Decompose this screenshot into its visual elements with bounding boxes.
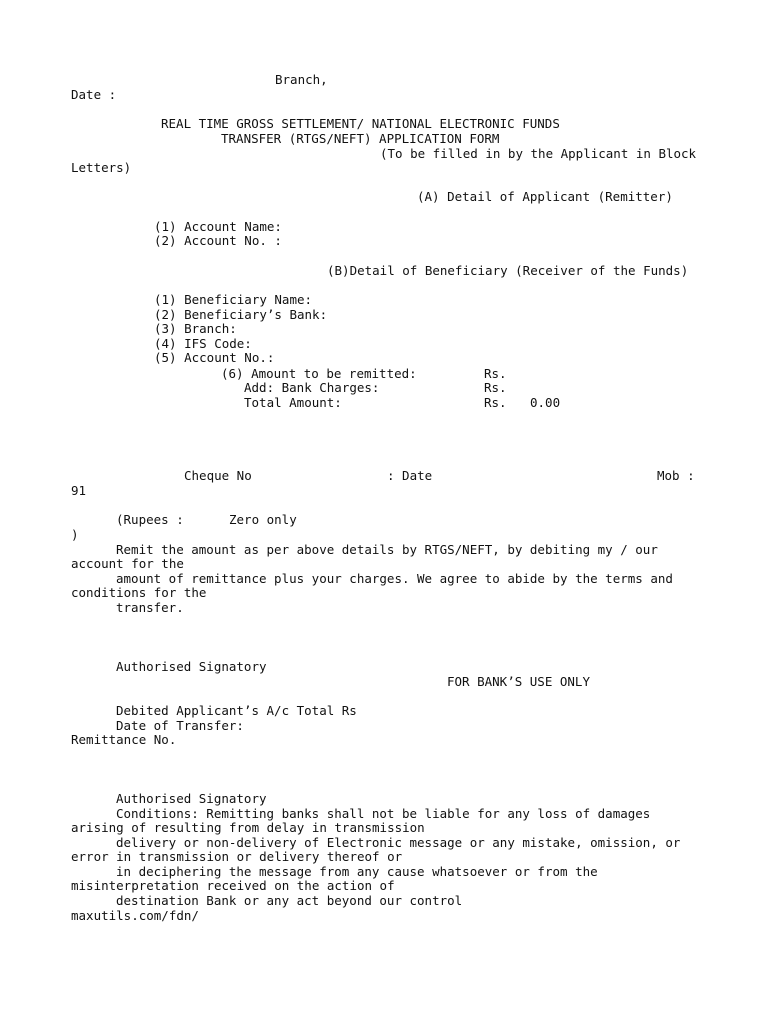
conditions-line-2: arising of resulting from delay in transmission xyxy=(71,820,425,835)
conditions-line-6: misinterpretation received on the action of xyxy=(71,878,395,893)
total-amount-currency: Rs. xyxy=(484,395,507,410)
bank-charges-label: Add: Bank Charges: xyxy=(244,380,380,395)
beneficiary-branch-label: (3) Branch: xyxy=(154,321,237,336)
bank-use-heading: FOR BANK’S USE ONLY xyxy=(447,674,590,689)
authorised-signatory-bank: Authorised Signatory xyxy=(116,791,267,806)
date-label: Date : xyxy=(71,87,117,102)
instruction-line-1: (To be filled in by the Applicant in Block xyxy=(380,146,697,161)
conditions-line-7: destination Bank or any act beyond our control xyxy=(116,893,463,908)
total-amount-value: 0.00 xyxy=(530,395,561,410)
rupees-in-words: Zero only xyxy=(229,512,297,527)
form-title-line-2: TRANSFER (RTGS/NEFT) APPLICATION FORM xyxy=(221,131,500,146)
date-of-transfer-label: Date of Transfer: xyxy=(116,718,244,733)
remit-text-line-2: account for the xyxy=(71,556,184,571)
ifs-code-label: (4) IFS Code: xyxy=(154,336,252,351)
footer-url: maxutils.com/fdn/ xyxy=(71,908,199,923)
beneficiary-bank-label: (2) Beneficiary’s Bank: xyxy=(154,307,328,322)
remit-text-line-3: amount of remittance plus your charges. We agree to abide by the terms and xyxy=(116,571,673,586)
branch-label: Branch, xyxy=(275,72,328,87)
conditions-line-1: Conditions: Remitting banks shall not be liable for any loss of damages xyxy=(116,806,651,821)
remit-text-line-4: conditions for the xyxy=(71,585,207,600)
conditions-line-4: error in transmission or delivery thereof or xyxy=(71,849,403,864)
mobile-label: Mob : xyxy=(657,468,695,483)
remit-text-line-5: transfer. xyxy=(116,600,184,615)
authorised-signatory-applicant: Authorised Signatory xyxy=(116,659,267,674)
applicant-account-no-label: (2) Account No. : xyxy=(154,233,282,248)
remit-text-line-1: Remit the amount as per above details by RTGS/NEFT, by debiting my / our xyxy=(116,542,658,557)
cheque-no-label: Cheque No xyxy=(184,468,252,483)
applicant-account-name-label: (1) Account Name: xyxy=(154,219,282,234)
bank-charges-currency: Rs. xyxy=(484,380,507,395)
conditions-line-3: delivery or non-delivery of Electronic message or any mistake, omission, or xyxy=(116,835,681,850)
total-amount-label: Total Amount: xyxy=(244,395,342,410)
remittance-no-label: Remittance No. xyxy=(71,732,177,747)
beneficiary-account-no-label: (5) Account No.: xyxy=(154,350,275,365)
mobile-value: 91 xyxy=(71,483,87,498)
beneficiary-name-label: (1) Beneficiary Name: xyxy=(154,292,313,307)
form-title-line-1: REAL TIME GROSS SETTLEMENT/ NATIONAL ELECTRONIC FUNDS xyxy=(161,116,560,131)
section-a-heading: (A) Detail of Applicant (Remitter) xyxy=(417,189,673,204)
cheque-date-label: : Date xyxy=(387,468,433,483)
debited-account-label: Debited Applicant’s A/c Total Rs xyxy=(116,703,357,718)
rupees-label: (Rupees : xyxy=(116,512,184,527)
rupees-close-paren: ) xyxy=(71,527,79,542)
section-b-heading: (B)Detail of Beneficiary (Receiver of the Funds) xyxy=(327,263,689,278)
amount-remitted-label: (6) Amount to be remitted: xyxy=(221,366,417,381)
conditions-line-5: in deciphering the message from any cause whatsoever or from the xyxy=(116,864,598,879)
amount-remitted-currency: Rs. xyxy=(484,366,507,381)
instruction-line-2: Letters) xyxy=(71,160,132,175)
